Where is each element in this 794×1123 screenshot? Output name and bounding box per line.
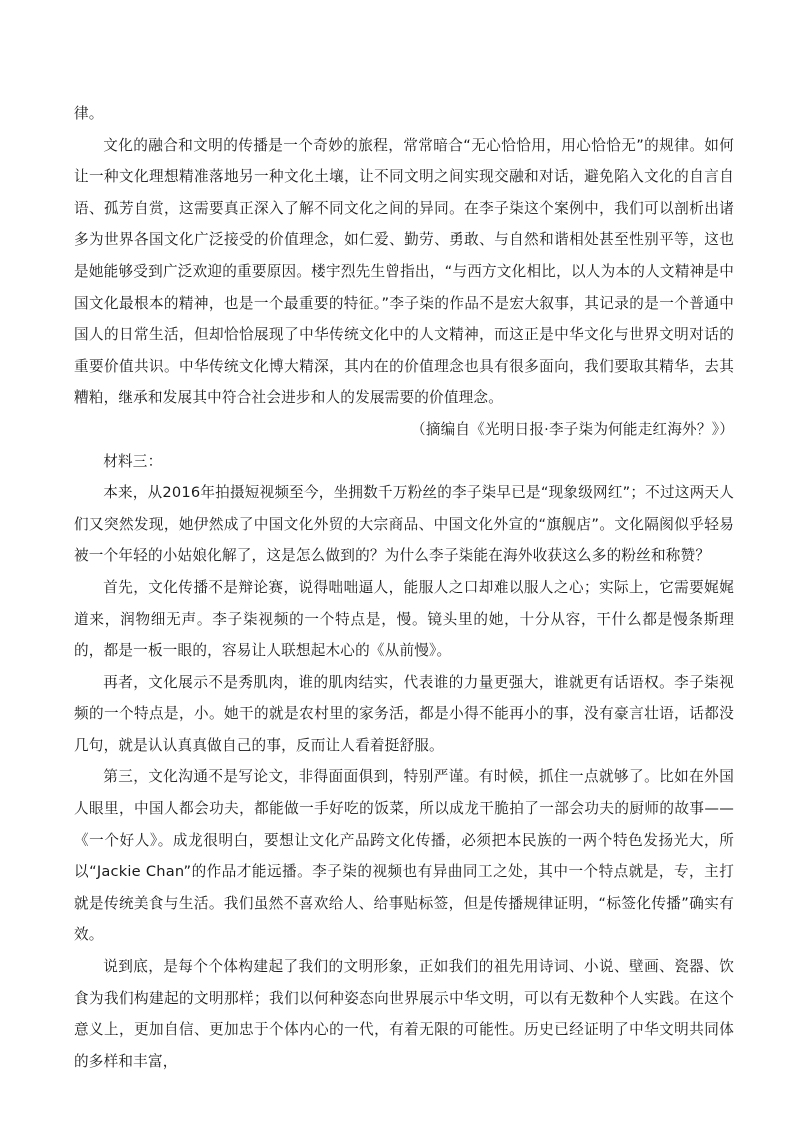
source-citation: （摘编自《光明日报·李子柒为何能走红海外？》） [410,420,734,438]
paragraph-first-point: 首先，文化传播不是辩论赛，说得咄咄逼人，能服人之口却难以服人之心；实际上，它需要娓娓道来，润物细无声。李子柒视频的一个特点是，慢。镜头里的她，十分从容，干什么都是慢条斯理的，都是一板一眼的，容易让人联想起木心的《从前慢》。 [74,578,734,660]
paragraph-continuation: 律。 [74,105,104,122]
paragraph-third-point: 第三，文化沟通不是写论文，非得面面俱到，特别严谨。有时候，抓住一点就够了。比如在外国人眼里，中国人都会功夫，都能做一手好吃的饭菜，所以成龙干脆拍了一部会功夫的厨师的故事——《一个好人》。成龙很明白，要想让文化产品跨文化传播，必须把本民族的一两个特色发扬光大，所以“Jackie Chan”的作品才能远播。李子柒的视频也有异曲同工之处，其中一个特点就是，专，主打就是传统美食与生活。我们虽然不喜欢给人、给事贴标签，但是传播规律证明，“标签化传播”确实有效。 [74,768,734,944]
paragraph-conclusion: 说到底，是每个个体构建起了我们的文明形象，正如我们的祖先用诗词、小说、壁画、瓷器、饮食为我们构建起的文明那样；我们以何种姿态向世界展示中华文明，可以有无数种个人实践。在这个意义上，更加自信、更加忠于个体内心的一代，有着无限的可能性。历史已经证明了中华文明共同体的多样和丰富， [74,958,734,1070]
document-body [74,98,734,1077]
paragraph-culture-fusion: 文化的融合和文明的传播是一个奇妙的旅程，常常暗合“无心恰恰用，用心恰恰无”的规律。如何让一种文化理想精准落地另一种文化土壤，让不同文明之间实现交融和对话，避免陷入文化的自言自语、孤芳自赏，这需要真正深入了解不同文化之间的异同。在李子柒这个案例中，我们可以剖析出诸多为世界各国文化广泛接受的价值理念，如仁爱、勤劳、勇敢、与自然和谐相处甚至性别平等，这也是她能够受到广泛欢迎的重要原因。楼宇烈先生曾指出，“与西方文化相比，以人为本的人文精神是中国文化最根本的精神，也是一个最重要的特征。”李子柒的作品不是宏大叙事，其记录的是一个普通中国人的日常生活，但却恰恰展现了中华传统文化中的人文精神，而这正是中华文化与世界文明对话的重要价值共识。中华传统文化博大精深，其内在的价值理念也具有很多面向，我们要取其精华，去其糟粕，继承和发展其中符合社会进步和人的发展需要的价值理念。 [74,136,734,407]
paragraph-second-point: 再者，文化展示不是秀肌肉，谁的肌肉结实，代表谁的力量更强大，谁就更有话语权。李子柒视频的一个特点是，小。她干的就是农村里的家务活，都是小得不能再小的事，没有豪言壮语，话都没几句，就是认认真真做自己的事，反而让人看着挺舒服。 [74,673,734,754]
paragraph-intro: 本来，从2016年拍摄短视频至今，坐拥数千万粉丝的李子柒早已是“现象级网红”；不过这两天人们又突然发现，她伊然成了中国文化外贸的大宗商品、中国文化外宣的“旗舰店”。文化隔阂似乎轻易被一个年轻的小姑娘化解了，这是怎么做到的？为什么李子柒能在海外收获这么多的粉丝和称赞？ [74,484,734,565]
material-three-heading: 材料三： [103,452,163,470]
